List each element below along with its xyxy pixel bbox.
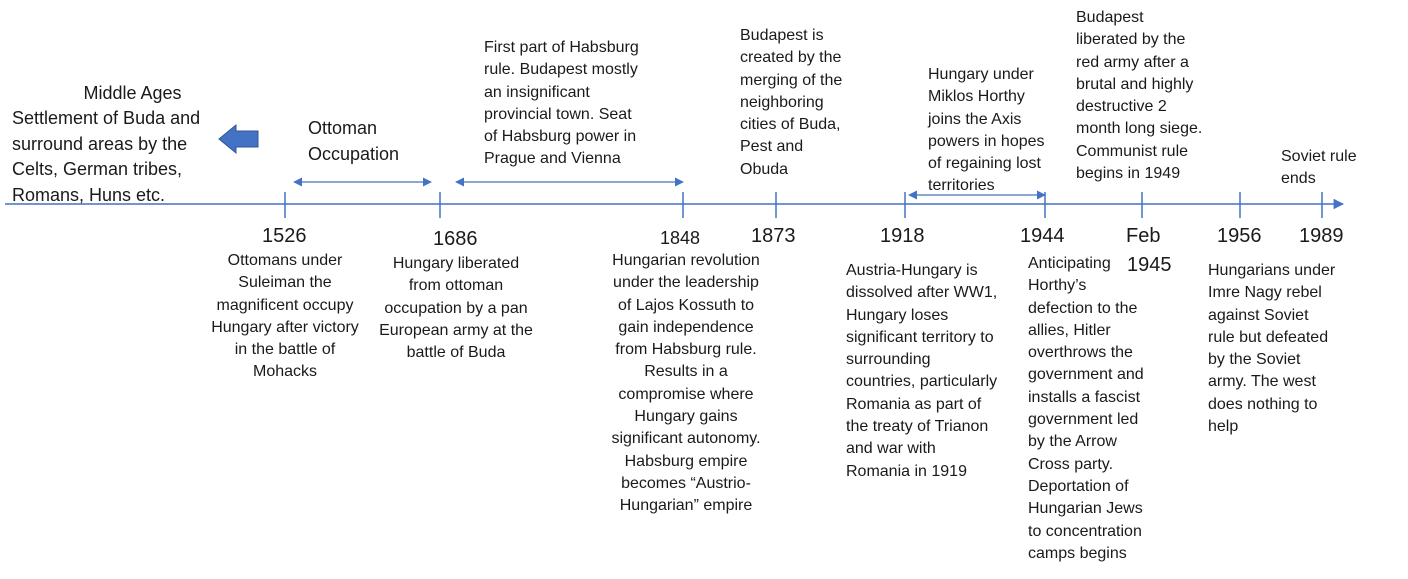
- budapest-created-note-line: merging of the: [740, 71, 843, 89]
- event-1526-note: [196, 250, 374, 384]
- soviet-rule-ends-note: [1281, 146, 1357, 191]
- middle-ages-title: Middle Ages: [83, 83, 182, 103]
- year-1945: 1945: [1127, 254, 1172, 276]
- event-1848-note-line: Hungary gains: [634, 408, 738, 426]
- event-1944-note-line: government and: [1028, 366, 1144, 384]
- budapest-liberated-note-line: destructive 2: [1076, 98, 1167, 116]
- event-1944-note-line: Anticipating: [1028, 255, 1111, 272]
- event-1848-note-line: gain independence: [618, 318, 754, 336]
- event-1848-note: [591, 250, 781, 518]
- event-1526-note-line: Hungary after victory: [211, 318, 359, 336]
- year-1873: 1873: [751, 225, 796, 247]
- soviet-rule-ends-note-line: Soviet rule: [1281, 148, 1357, 165]
- event-1918-note-line: and war with: [846, 440, 936, 458]
- year-1944: 1944: [1020, 225, 1065, 247]
- horthy-axis-note-line: territories: [928, 177, 995, 195]
- budapest-created-note-line: Obuda: [740, 160, 789, 178]
- budapest-liberated-note: [1076, 7, 1202, 185]
- event-1848-note-line: Hungarian revolution: [612, 252, 760, 269]
- budapest-created-note-line: created by the: [740, 49, 842, 67]
- left-arrow-icon: [219, 125, 258, 153]
- habsburg-rule-note-line: rule. Budapest mostly: [484, 61, 638, 79]
- event-1848-note-line: becomes “Austrio-: [621, 474, 751, 492]
- year-1918: 1918: [880, 225, 925, 247]
- budapest-created-note-line: cities of Buda,: [740, 116, 841, 134]
- event-1848-note-line: Results in a: [644, 363, 728, 381]
- event-1526-note-line: Ottomans under: [227, 252, 343, 269]
- event-1944-note: [1028, 253, 1144, 565]
- horthy-axis-note-line: Hungary under: [928, 66, 1034, 83]
- budapest-created-note-line: Budapest is: [740, 27, 824, 44]
- event-1848-note-line: Habsburg empire: [624, 452, 748, 470]
- event-1944-note-line: Cross party.: [1028, 455, 1114, 473]
- event-1956-note-line: Imre Nagy rebel: [1208, 284, 1322, 302]
- event-1918-note-line: significant territory to: [846, 328, 994, 346]
- event-1918-note-line: Austria-Hungary is: [846, 262, 978, 279]
- budapest-liberated-note-line: Communist rule: [1076, 142, 1189, 160]
- middle-ages-text: [12, 106, 200, 208]
- horthy-axis-note-line: powers in hopes: [928, 132, 1045, 150]
- event-1848-note-line: from Habsburg rule.: [615, 341, 757, 359]
- budapest-liberated-note-line: liberated by the: [1076, 31, 1186, 49]
- habsburg-rule-note-line: Prague and Vienna: [484, 150, 621, 168]
- event-1848-note-line: significant autonomy.: [611, 430, 761, 448]
- horthy-axis-note: [928, 64, 1045, 198]
- event-1686-note-line: Hungary liberated: [392, 255, 520, 272]
- event-1848-note-line: Hungarian” empire: [619, 497, 753, 515]
- horthy-axis-note-line: of regaining lost: [928, 155, 1041, 173]
- year-1686: 1686: [433, 228, 478, 250]
- soviet-rule-ends-note-line: ends: [1281, 170, 1316, 188]
- event-1848-note-line: compromise where: [618, 385, 754, 403]
- event-1944-note-line: Horthy’s: [1028, 277, 1087, 295]
- event-1956-note-line: by the Soviet: [1208, 351, 1301, 369]
- habsburg-rule-note-line: of Habsburg power in: [484, 128, 637, 146]
- event-1944-note-line: Deportation of: [1028, 477, 1129, 495]
- habsburg-rule-note-line: an insignificant: [484, 83, 590, 101]
- year-1956: 1956: [1217, 225, 1262, 247]
- event-1848-note-line: of Lajos Kossuth to: [617, 296, 755, 314]
- horthy-axis-note-line: Miklos Horthy: [928, 88, 1025, 106]
- event-1918-note-line: dissolved after WW1,: [846, 284, 998, 302]
- event-1686-note: [366, 253, 546, 364]
- event-1944-note-line: defection to the: [1028, 299, 1138, 317]
- event-1686-note-line: occupation by a pan: [384, 299, 528, 317]
- event-1686-note-line: from ottoman: [408, 277, 504, 295]
- event-1686-note-line: battle of Buda: [406, 344, 506, 362]
- event-1944-note-line: by the Arrow: [1028, 433, 1117, 451]
- event-1944-note-line: allies, Hitler: [1028, 321, 1111, 339]
- budapest-liberated-note-line: red army after a: [1076, 53, 1189, 71]
- event-1918-note-line: surrounding: [846, 351, 931, 369]
- middle-ages-text-line: Celts, German tribes,: [12, 159, 183, 179]
- habsburg-rule-note-line: provincial town. Seat: [484, 105, 632, 123]
- year-ticks: [285, 192, 1322, 218]
- event-1918-note-line: the treaty of Trianon: [846, 418, 989, 436]
- habsburg-rule-note: [484, 37, 639, 171]
- budapest-liberated-note-line: begins in 1949: [1076, 165, 1181, 183]
- year-1526: 1526: [262, 225, 307, 247]
- event-1918-note-line: Hungary loses: [846, 306, 949, 324]
- middle-ages-text-line: Romans, Huns etc.: [12, 184, 166, 205]
- budapest-created-note-line: Pest and: [740, 138, 804, 156]
- habsburg-rule-note-line: First part of Habsburg: [484, 39, 639, 56]
- ottoman-occupation-label: [308, 116, 399, 167]
- event-1944-note-line: government led: [1028, 411, 1139, 429]
- event-1944-note-line: Hungarian Jews: [1028, 500, 1143, 518]
- year-feb: Feb: [1126, 225, 1161, 247]
- budapest-created-note-line: neighboring: [740, 93, 824, 111]
- event-1944-note-line: installs a fascist: [1028, 388, 1141, 406]
- event-1956-note-line: rule but defeated: [1208, 328, 1329, 346]
- year-1848: 1848: [660, 228, 701, 248]
- event-1918-note-line: Romania in 1919: [846, 462, 967, 480]
- event-1956-note: [1208, 260, 1335, 438]
- middle-ages-text-line: surround areas by the: [12, 133, 188, 154]
- event-1956-note-line: against Soviet: [1208, 306, 1309, 324]
- budapest-liberated-note-line: month long siege.: [1076, 120, 1203, 138]
- event-1944-note-line: overthrows the: [1028, 344, 1133, 362]
- event-1918-note: [846, 260, 997, 483]
- ottoman-occupation-label-line: Occupation: [308, 143, 400, 164]
- event-1956-note-line: Hungarians under: [1208, 262, 1336, 279]
- event-1956-note-line: help: [1208, 418, 1239, 436]
- event-1686-note-line: European army at the: [379, 321, 533, 339]
- event-1918-note-line: Romania as part of: [846, 395, 982, 413]
- event-1526-note-line: Suleiman the: [238, 274, 332, 292]
- event-1848-note-line: under the leadership: [613, 274, 759, 292]
- middle-ages-text-line: Settlement of Buda and: [12, 108, 201, 128]
- horthy-axis-note-line: joins the Axis: [928, 110, 1022, 128]
- event-1526-note-line: in the battle of: [234, 341, 336, 359]
- budapest-created-note: [740, 25, 842, 181]
- event-1526-note-line: Mohacks: [252, 363, 318, 381]
- year-1989: 1989: [1299, 225, 1344, 247]
- budapest-liberated-note-line: Budapest: [1076, 9, 1144, 26]
- event-1944-note-line: camps begins: [1028, 544, 1127, 562]
- budapest-liberated-note-line: brutal and highly: [1076, 75, 1194, 93]
- event-1918-note-line: countries, particularly: [846, 373, 998, 391]
- event-1526-note-line: magnificent occupy: [216, 296, 354, 314]
- ottoman-occupation-label-line: Ottoman: [308, 118, 378, 138]
- event-1956-note-line: does nothing to: [1208, 395, 1318, 413]
- event-1956-note-line: army. The west: [1208, 373, 1316, 391]
- event-1944-note-line: to concentration: [1028, 522, 1142, 540]
